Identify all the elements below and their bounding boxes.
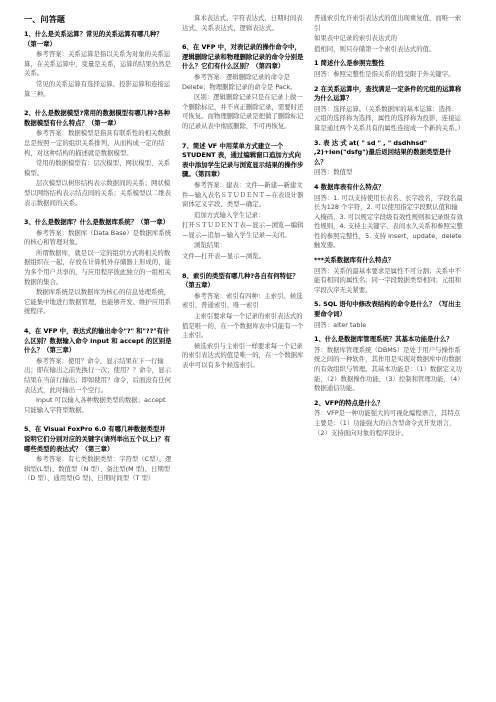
question-12: 4 数据库表有什么特点？ — [314, 182, 385, 191]
question-2: 2、什么是数据模型?常用的数据模型有哪几种?各种数据模型有什么特点？（第一章） — [24, 109, 171, 127]
answer-7a: 参考答案：建表：文件—新建—新建文件—输入表名ＳＴＵＤＥＮＴ—在表设计器窗体定义字段、类型—确定。 — [182, 180, 304, 209]
section-title: 一、问答题 — [24, 14, 65, 24]
answer-4b: Input 可以输入各种数据类型的数据；accept 只能输入字符型数据。 — [24, 396, 166, 414]
answer-9: 回答：参照完整性是指关系的值受限于外关键字。 — [314, 69, 455, 78]
question-13: ***关系数据库有什么特点？ — [314, 256, 395, 265]
column-3 — [314, 14, 464, 439]
question-8: 8、索引的类型有哪几种?各自有何特征？（第五章） — [182, 271, 299, 290]
question-1: 1、什么是关系运算？常见的关系运算有哪几种？（第一章） — [24, 30, 163, 48]
answer-8b: 主索引要求每一个记录的索引表达式的值是唯一的，在一个数据库表中只能有一个主索引。 — [182, 312, 304, 340]
answer-16: 答：VFP是一种功能强大的可视化编程语言，其特点主要是：（1）功能强大的自含型命令式开发语言，（2）支持面向对象的程序设计。 — [314, 409, 461, 437]
answer-7c: 打开ＳＴＵＤＥＮＴ表—显示—浏览—编辑—显示—追加—输入学生记录—关闭。 — [182, 221, 304, 239]
question-7: 7、简述 VF 中用菜单方式建立一个 STUDENT 表，通过编辑窗口追加方式向表中添加学生记录与浏览显示结果的操作步骤。（第四章） — [182, 141, 304, 179]
answer-15: 答：数据库管理系统（DBMS）是处于用户与操作系统之间的一种软件，其作用是实现对数据库中的数据的有效组织与管理。其基本功能是：（1）数据定义功能，（2）数据操作功能，（3）控制和管理功能，（4）数据通信功能。 — [314, 345, 464, 393]
question-6: 6、在 VFP 中，对表记录的操作命令中，逻辑删除记录和物理删除记录的命令分别是什么？它们有什么区别？（第四章） — [182, 43, 304, 71]
answer-8d: 普通索引允许索引表达式的值出现重复值，而唯一索引 — [314, 14, 461, 32]
answer-2a: 参考答案：数据模型是指具有联系性的相关数据总是按照一定的组织关系排列，从而构成一定的结构，对这种结构的描述就是数据模型。 — [24, 129, 171, 157]
column-1 — [24, 14, 172, 485]
answer-10: 回答：选择运算。（关系数据库的基本运算：选择：元组的选择称为选择，属性的选择称为投影，连接运算是通过两个关系共有的属性连接成一个新的关系。） — [314, 104, 465, 132]
answer-2c: 层次模型以树形结构表示数据间的关系；网状模型以网络结构表示结点间的关系；关系模型以二维表表示数据间的关系。 — [24, 179, 171, 207]
question-10: 2 在关系运算中，查找满足一定条件的元组的运算称为什么运算？ — [314, 84, 462, 103]
answer-6b: 区别：逻辑删除记录只是在记录上做一个删除标记，并不真正删除记录，需要时还可恢复。而物理删除记录是把做了删除标记的记录从表中彻底删除，不可再恢复。 — [182, 93, 304, 130]
question-16: 2、VFP的特点是什么？ — [314, 398, 384, 407]
answer-2b: 常用的数据模型有：层次模型、网状模型、关系模型。 — [24, 159, 171, 177]
answer-5b: 算术表达式、字符表达式、日期时间表达式、关系表达式、逻辑表达式。 — [182, 14, 303, 32]
answer-8f: 值相同，则只存储第一个索引表达式的值。 — [314, 44, 436, 53]
answer-11: 回答：数值型 — [314, 168, 353, 177]
answer-13: 回答：关系的最基本要求是属性不可分割；关系中不能有相同的属性名；同一字段数据类型相同；元组和字段次序无关紧要。 — [314, 266, 461, 294]
question-5: 5、在 Visual FoxPro 6.0 有哪几种数据类型并说明它们分别对应的关键字(请列举出五个以上)？有哪些类型的表达式？（第三章） — [24, 425, 171, 453]
question-15: 1、什么是数据库管理系统？其基本功能是什么？ — [314, 335, 453, 344]
question-14: 5. SQL 语句中修改表结构的命令是什么？（写出主要命令词） — [314, 300, 461, 319]
answer-1b: 常见的关系运算有选择运算、投影运算和连接运算三种。 — [24, 79, 171, 98]
answer-7d: 浏览结果： — [194, 241, 226, 250]
answer-3c: 数据库系统是以数据库为核心的信息处理系统，它能集中地进行数据管理，也能够开发、维护应用系统程序。 — [24, 288, 171, 316]
answer-7e: 文件—打开表—显示—浏览。 — [182, 252, 266, 261]
answer-4a: 参考答案：使用？命令，显示结果在下一行输出；即在输出之前先换行一次；使用？？命令，显示结果在当前行输出；即如使用？命令，后面没有任何表达式，此时输出一个空行。 — [24, 356, 171, 394]
question-11: 3. 表 达 式 at( " sd " , " dsdhhsd" ,2)+len("dsfg")最后返回结果的数据类型是什么？ — [314, 138, 452, 166]
answer-1a: 参考答案：关系运算是指以关系为对象的关系运算，在关系运算中，变量是关系，运算的结果仍然是关系。 — [24, 50, 171, 78]
answer-6a: 参考答案：逻辑删除记录的命令是 Delete；物理删除记录的命令是 Pack。 — [182, 72, 297, 91]
answer-3a: 参考答案：数据库（Data Base）是数据库系统的核心和管理对象。 — [24, 228, 172, 247]
answer-12: 回答：1. 可以支持使用长表名、长字段名，字段名最长为128 个字符，2. 可以使用指定字段默认值和输入掩码，3. 可以规定字段级有效性规则和记录级有效性规则，4. 支持主关键字、表间永久关系和参照完整性的参照完整性，5. 支持 insert，update，delete 触发器。 — [314, 193, 463, 250]
answer-8a: 参考答案：索引有四种：主索引、候选索引、普通索引、唯一索引 — [182, 291, 303, 310]
column-2 — [182, 14, 305, 372]
answer-7b: 追加方式输入学生记录： — [194, 210, 265, 219]
answer-3b: 所谓数据库，就是以一定的组织方式将相关的数据组织在一起，存放在计算机外存储器上形成的，能为多个用户共享的，与应用程序彼此独立的一组相关数据的集合。 — [24, 248, 171, 286]
answer-5a: 参考答案：有七类数据类型：字符型（C型）、逻辑型(L型)、数值型（N 型）、备注型(M 型)、日期型（D 型）、通用型(G 型)、日期时间型（T 型） — [24, 455, 172, 483]
question-9: 1 简述什么是参照完整性 — [314, 59, 385, 68]
answer-8e: 如果表中记录的索引表达式的 — [314, 34, 398, 43]
question-3: 3、什么是数据库？什么是数据库系统？（第一章） — [24, 218, 170, 227]
answer-14: 回答：alter table — [314, 320, 367, 329]
question-4: 4、在 VFP 中，表达式的输出命令"?" 和"??"有什么区别？数据输入命令 input 和 accept 的区别是什么？（第三章） — [24, 327, 172, 355]
answer-8c: 候选索引与主索引一样要求每一个记录的索引表达式的值是唯一的，在一个数据库表中可以有多个候选索引。 — [182, 341, 304, 369]
